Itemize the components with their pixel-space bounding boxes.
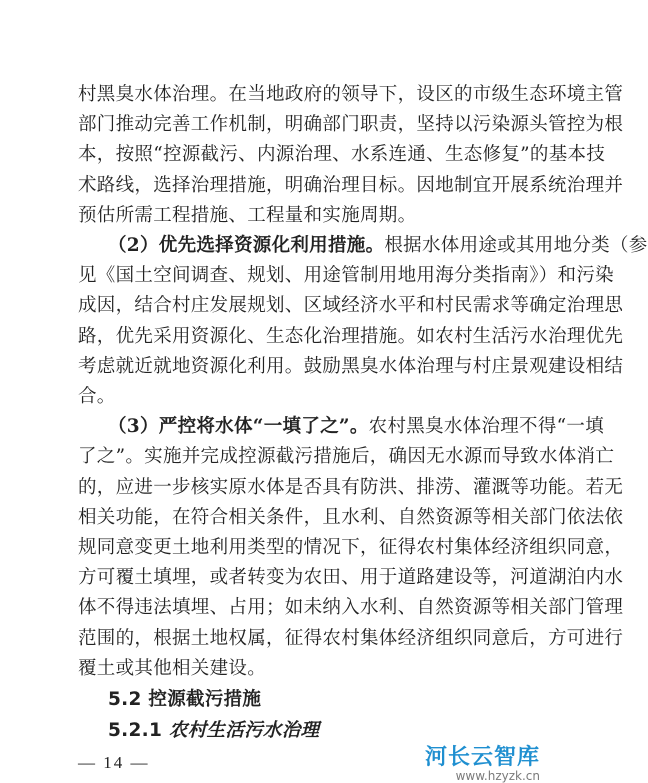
- paragraph-line: 相关功能，在符合相关条件，且水利、自然资源等相关部门依法依: [78, 507, 624, 528]
- watermark-title: 河长云智库: [424, 745, 540, 770]
- item-2-text: 根据水体用途或其用地分类（参: [384, 235, 648, 256]
- item-3-heading: （3）严控将水体“一填了之”。: [108, 416, 369, 437]
- section-heading: [108, 689, 482, 711]
- page-number: — 14 —: [78, 753, 150, 772]
- watermark-url: www.hzyzk.cn: [455, 769, 540, 783]
- paragraph-line: 术路线，选择治理措施，明确治理目标。因地制宜开展系统治理并: [78, 175, 624, 196]
- section-title: 控源截污措施: [148, 689, 262, 710]
- paragraph-line: 体不得违法填埋、占用；如未纳入水利、自然资源等相关部门管理: [78, 597, 624, 618]
- item-2-first-line: [108, 235, 648, 257]
- paragraph-line: 合。: [78, 386, 116, 407]
- paragraph-line: 的，应进一步核实原水体是否具有防洪、排涝、灌溉等功能。若无: [78, 477, 624, 498]
- subsection-heading: [108, 720, 482, 742]
- paragraph-line: 方可覆土填埋，或者转变为农田、用于道路建设等，河道湖泊内水: [78, 567, 624, 588]
- section-number: 5.2: [108, 689, 149, 710]
- paragraph-line: 预估所需工程措施、工程量和实施周期。: [78, 205, 417, 226]
- paragraph-line: 村黑臭水体治理。在当地政府的领导下，设区的市级生态环境主管: [78, 84, 624, 105]
- paragraph-line: 范围的，根据土地权属，征得农村集体经济组织同意后，方可进行: [78, 628, 624, 649]
- paragraph-line: 成因，结合村庄发展规划、区域经济水平和村民需求等确定治理思: [78, 295, 624, 316]
- paragraph-line: 见《国土空间调查、规划、用途管制用地用海分类指南》）和污染: [78, 265, 614, 286]
- item-2-heading: （2）优先选择资源化利用措施。: [108, 235, 385, 256]
- item-3-first-line: [108, 416, 605, 438]
- paragraph-line: 部门推动完善工作机制，明确部门职责，坚持以污染源头管控为根: [78, 114, 624, 135]
- item-3-text: 农村黑臭水体治理不得“一填: [368, 416, 605, 437]
- paragraph-line: 规同意变更土地利用类型的情况下，征得农村集体经济组织同意，: [78, 537, 624, 558]
- paragraph-line: 覆土或其他相关建设。: [78, 658, 267, 679]
- paragraph-line: 考虑就近就地资源化利用。鼓励黑臭水体治理与村庄景观建设相结: [78, 356, 624, 377]
- paragraph-line: 本，按照“控源截污、内源治理、水系连通、生态修复”的基本技: [78, 144, 606, 165]
- paragraph-line: 了之”。实施并完成控源截污措施后，确因无水源而导致水体消亡: [78, 446, 615, 467]
- watermark: [425, 740, 540, 783]
- paragraph-line: 路，优先采用资源化、生态化治理措施。如农村生活污水治理优先: [78, 326, 624, 347]
- subsection-number: 5.2.1: [108, 720, 169, 741]
- subsection-title: 农村生活污水治理: [168, 720, 320, 741]
